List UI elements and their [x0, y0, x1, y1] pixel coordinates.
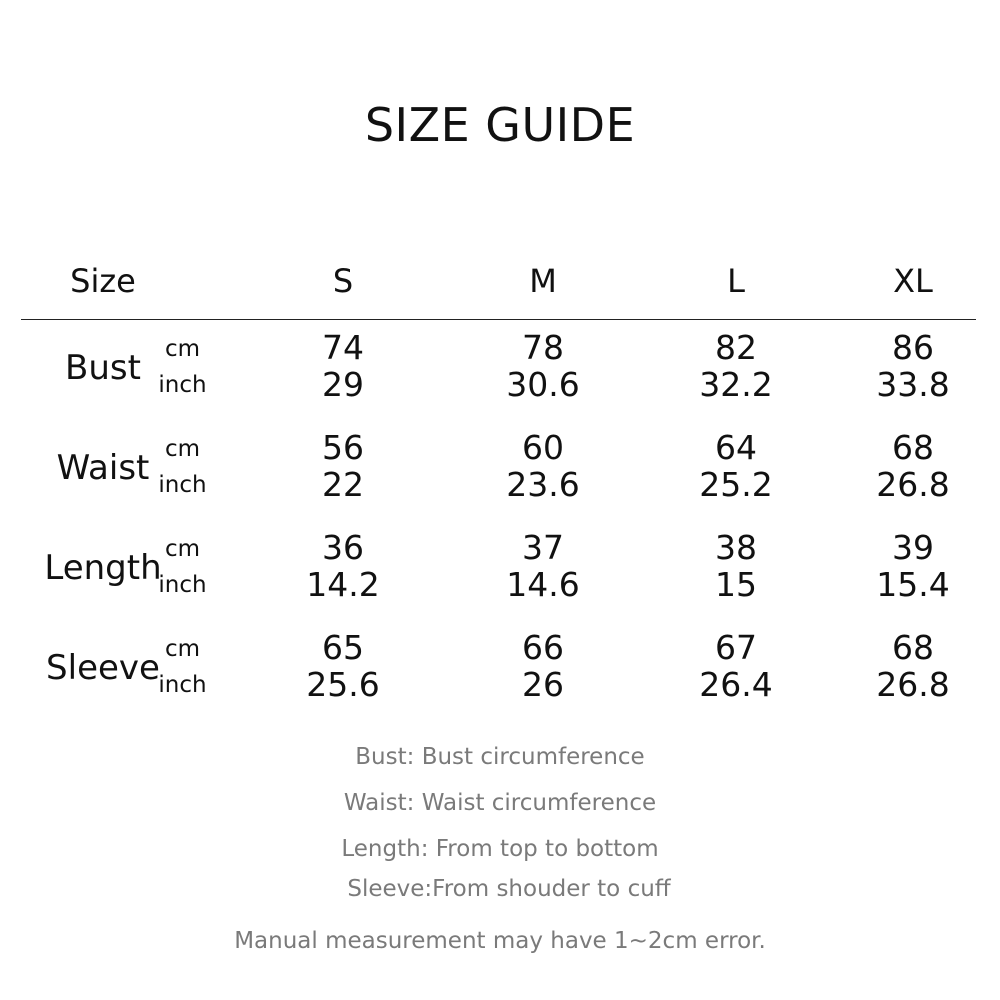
row-label-length: Length [44, 548, 162, 588]
bust-xl-cm: 86 [892, 328, 934, 367]
table-row-sleeve [0, 630, 1000, 710]
waist-l-cm: 64 [715, 428, 757, 467]
sleeve-l-inch: 26.4 [699, 665, 773, 704]
unit-cm-label: cm [164, 636, 201, 662]
size-header-m: M [529, 262, 557, 300]
header-divider [21, 319, 976, 320]
row-label-bust: Bust [65, 348, 141, 388]
table-row-bust [0, 330, 1000, 410]
waist-l-inch: 25.2 [699, 465, 773, 504]
note-disclaimer: Manual measurement may have 1~2cm error. [234, 928, 766, 954]
unit-inch-label: inch [158, 672, 207, 698]
bust-l-inch: 32.2 [699, 365, 773, 404]
length-s-inch: 14.2 [306, 565, 380, 604]
sleeve-xl-cm: 68 [892, 628, 934, 667]
note-sleeve: Sleeve:From shouder to cuff [347, 876, 671, 902]
unit-cm-label: cm [164, 336, 201, 362]
sleeve-m-inch: 26 [522, 665, 564, 704]
sleeve-s-cm: 65 [322, 628, 364, 667]
note-bust: Bust: Bust circumference [355, 744, 645, 770]
waist-m-cm: 60 [522, 428, 564, 467]
row-label-sleeve: Sleeve [46, 648, 160, 688]
size-header-s: S [332, 262, 354, 300]
table-header [0, 262, 1000, 308]
sleeve-l-cm: 67 [715, 628, 757, 667]
length-m-inch: 14.6 [506, 565, 580, 604]
size-header-l: L [727, 262, 745, 300]
sleeve-s-inch: 25.6 [306, 665, 380, 704]
unit-inch-label: inch [158, 372, 207, 398]
length-m-cm: 37 [522, 528, 564, 567]
bust-l-cm: 82 [715, 328, 757, 367]
length-l-cm: 38 [715, 528, 757, 567]
note-waist: Waist: Waist circumference [343, 790, 657, 816]
unit-cm-label: cm [164, 436, 201, 462]
bust-s-inch: 29 [322, 365, 364, 404]
size-column-header: Size [70, 262, 136, 300]
unit-cm-label: cm [164, 536, 201, 562]
row-label-waist: Waist [56, 448, 150, 488]
unit-inch-label: inch [158, 472, 207, 498]
bust-xl-inch: 33.8 [876, 365, 950, 404]
table-row-length [0, 530, 1000, 610]
length-l-inch: 15 [715, 565, 757, 604]
table-row-waist [0, 430, 1000, 510]
waist-xl-inch: 26.8 [876, 465, 950, 504]
waist-s-inch: 22 [322, 465, 364, 504]
bust-s-cm: 74 [322, 328, 364, 367]
length-xl-inch: 15.4 [876, 565, 950, 604]
sleeve-m-cm: 66 [522, 628, 564, 667]
size-header-xl: XL [893, 262, 933, 300]
sleeve-xl-inch: 26.8 [876, 665, 950, 704]
length-s-cm: 36 [322, 528, 364, 567]
page-title: SIZE GUIDE [364, 98, 636, 152]
waist-s-cm: 56 [322, 428, 364, 467]
length-xl-cm: 39 [892, 528, 934, 567]
waist-xl-cm: 68 [892, 428, 934, 467]
note-length: Length: From top to bottom [341, 836, 659, 862]
unit-inch-label: inch [158, 572, 207, 598]
waist-m-inch: 23.6 [506, 465, 580, 504]
bust-m-inch: 30.6 [506, 365, 580, 404]
bust-m-cm: 78 [522, 328, 564, 367]
